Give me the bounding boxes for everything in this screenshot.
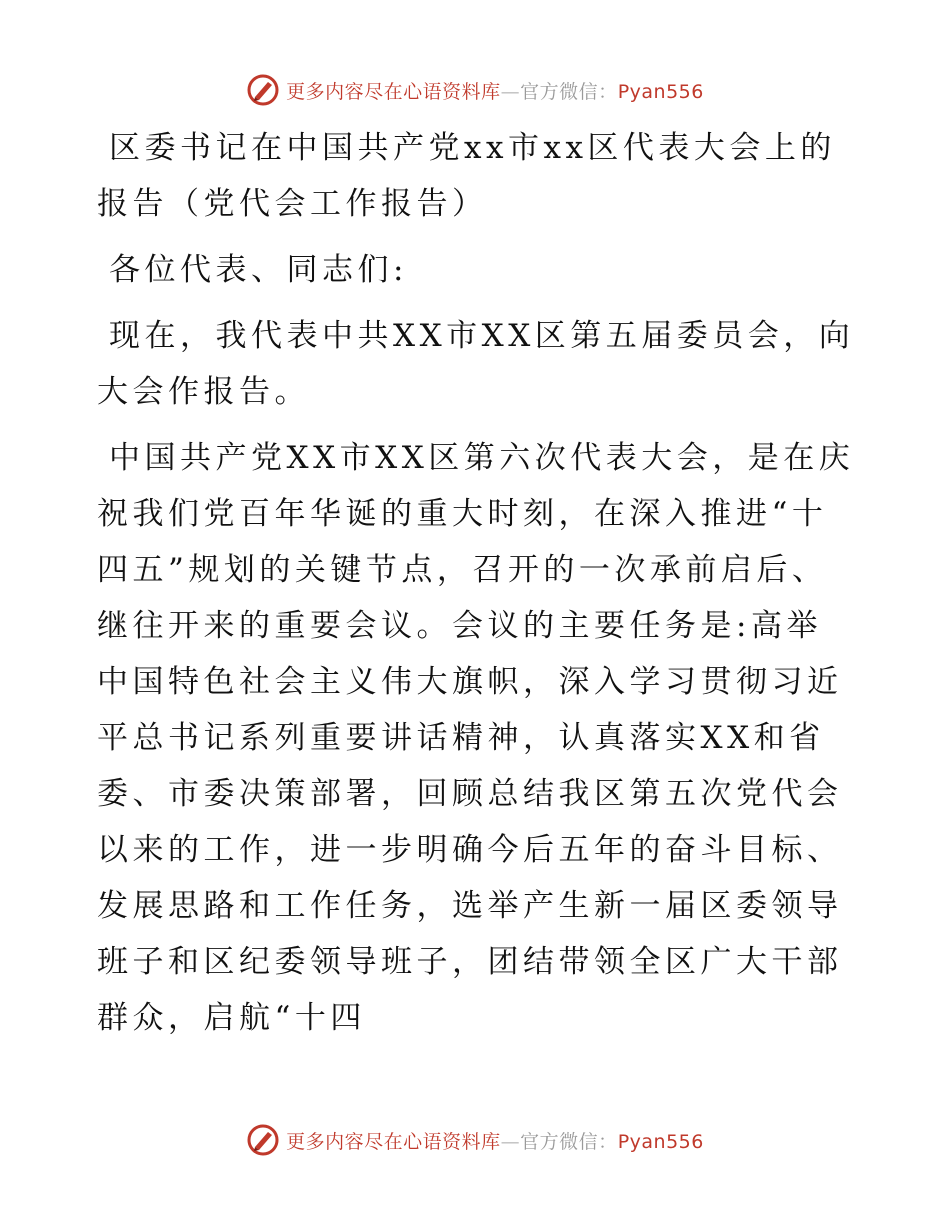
watermark-text: [286, 77, 704, 104]
document-body: [97, 120, 857, 1046]
watermark-id: Pyan556: [617, 1130, 704, 1153]
watermark-wechat: 官方微信：: [520, 1130, 618, 1153]
header-watermark: [0, 70, 950, 110]
watermark-id: Pyan556: [617, 80, 704, 103]
watermark-wechat: 官方微信：: [520, 80, 618, 103]
document-title: 区委书记在中国共产党xx市xx区代表大会上的报告（党代会工作报告）: [97, 130, 836, 222]
watermark-main: 更多内容尽在心语资料库: [286, 80, 501, 103]
watermark-separator: —: [500, 80, 521, 103]
watermark-separator: —: [500, 1130, 521, 1153]
paragraph-intro: 现在，我代表中共XX市XX区第五届委员会，向大会作报告。: [97, 318, 855, 410]
watermark-text: [286, 1127, 704, 1154]
paragraph-main: 中国共产党XX市XX区第六次代表大会，是在庆祝我们党百年华诞的重大时刻，在深入推进“十四五”规划的关键节点，召开的一次承前启后、继往开来的重要会议。会议的主要任务是:高举中国特色社会主义伟大旗帜，深入学习贯彻习近平总书记系列重要讲话精神，认真落实XX和省委、市委决策部署，回顾总结我区第五次党代会以来的工作，进一步明确今后五年的奋斗目标、发展思路和工作任务，选举产生新一届区委领导班子和区纪委领导班子，团结带领全区广大干部群众，启航“十四: [97, 440, 855, 1036]
watermark-main: 更多内容尽在心语资料库: [286, 1130, 501, 1153]
footer-watermark: [0, 1120, 950, 1160]
greeting: 各位代表、同志们:: [109, 252, 408, 288]
pen-logo-icon: [246, 1123, 280, 1157]
pen-logo-icon: [246, 73, 280, 107]
